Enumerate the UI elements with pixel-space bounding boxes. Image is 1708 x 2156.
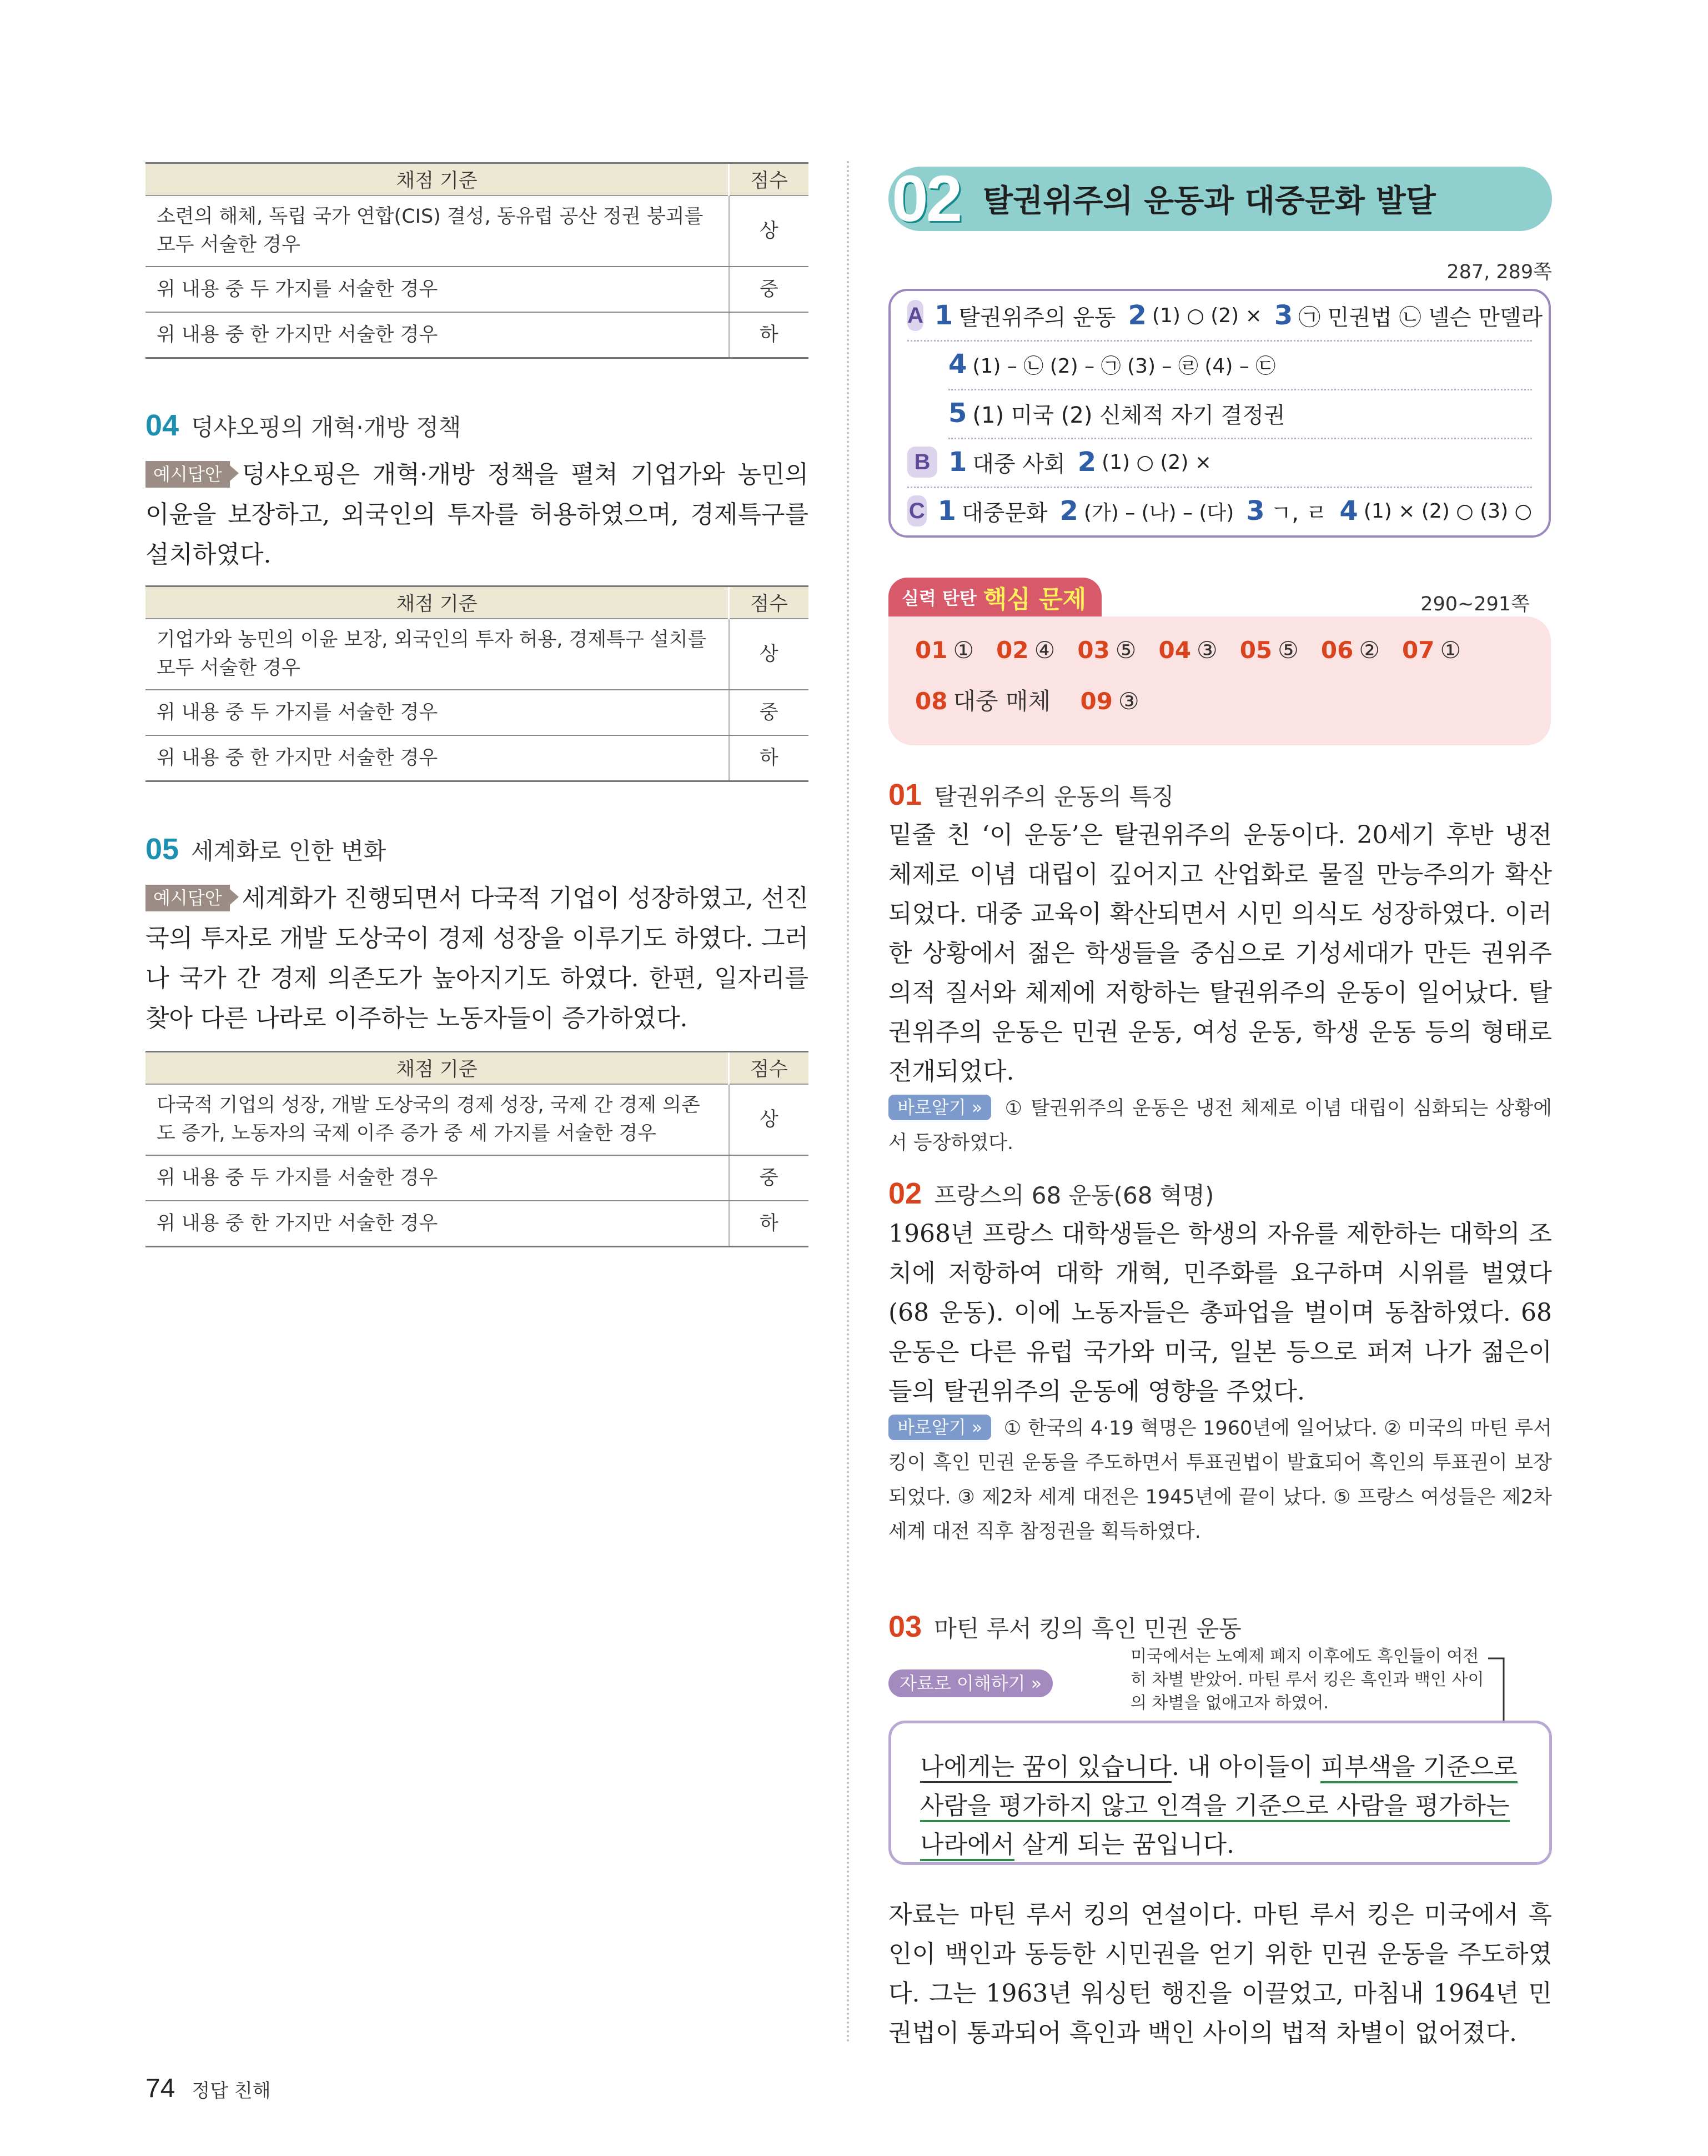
answer-row-a2: 4 (1) – ㉡ (2) – ㉠ (3) – ㉣ (4) – ㉢ xyxy=(948,340,1532,390)
explanation-02 xyxy=(888,1176,1552,1549)
example-answer: 예시답안 세계화가 진행되면서 다국적 기업이 성장하였고, 선진국의 투자로 개발 도상국이 경제 성장을 이루기도 하였다. 그러나 국가 간 경제 의존도가 높아지기도 하였다. 한편, 일자리를 찾아 다른 나라로 이주하는 노동자들이 증가하였다. xyxy=(145,884,808,1032)
table-row: 위 내용 중 한 가지만 서술한 경우 하 xyxy=(145,735,808,781)
explanation-text: 자료는 마틴 루서 킹의 연설이다. 마틴 루서 킹은 미국에서 흑인이 백인과 동등한 시민권을 얻기 위한 민권 운동을 주도하였다. 그는 1963년 워싱턴 행진을 이끌었고, 마침내 1964년 민권법이 통과되어 흑인과 백인 사이의 법적 차별이 없어졌다. xyxy=(888,1901,1552,2047)
speech-quote-box xyxy=(888,1721,1552,1865)
page-reference: 290~291쪽 xyxy=(1420,593,1530,615)
criteria-header: 채점 기준 xyxy=(145,586,729,619)
page-number: 74 xyxy=(145,2074,175,2103)
answer-row-a1: A 1 탈권위주의 운동 2 (1) ○ (2) × 3 ㉠ 민권법 ㉡ 넬슨 만델라 xyxy=(907,291,1532,342)
column-divider xyxy=(847,161,849,2044)
question-number: 02 xyxy=(888,1177,922,1210)
explanation-text: 1968년 프랑스 대학생들은 학생의 자유를 제한하는 대학의 조치에 저항하여 대학 개혁, 민주화를 요구하며 시위를 벌였다(68 운동). 이에 노동자들은 총파업을 벌이며 동참하였다. 68 운동은 다른 유럽 국가와 미국, 일본 등으로 퍼져 나가 젊은이들의 탈권위주의 운동에 영향을 주었다. xyxy=(888,1220,1552,1406)
question-title: 덩샤오핑의 개혁·개방 정책 xyxy=(191,414,461,441)
section-title: 탈권위주의 운동과 대중문화 발달 xyxy=(983,183,1436,219)
core-answers-box xyxy=(888,616,1551,745)
annotation-note: 미국에서는 노예제 폐지 이후에도 흑인들이 여전히 차별 받았어. 마틴 루서 킹은 흑인과 백인 사이의 차별을 없애고자 하였어. xyxy=(1131,1647,1484,1713)
question-title: 탈권위주의 운동의 특징 xyxy=(934,783,1174,810)
scoring-table-1 xyxy=(145,162,808,359)
scoring-table-3 xyxy=(145,1051,808,1247)
section-number: 02 xyxy=(892,162,961,235)
correction-tag: 바로알기 » xyxy=(888,1415,991,1440)
question-number: 01 xyxy=(888,778,922,811)
table-row: 기업가와 농민의 이윤 보장, 외국인의 투자 허용, 경제특구 설치를 모두 서술한 경우 상 xyxy=(145,619,808,690)
criteria-header: 채점 기준 xyxy=(145,1052,729,1085)
correction-note: 바로알기 » ① 한국의 4·19 혁명은 1960년에 일어났다. ② 미국의 마틴 루서 킹이 흑인 민권 운동을 주도하면서 투표권법이 발효되어 흑인의 투표권이 보장되었다. ③ 제2차 세계 대전은 1945년에 끝이 났다. ⑤ 프랑스 여성들은 제2차 세계 대전 직후 참정권을 획득하였다. xyxy=(888,1411,1552,1549)
section-banner xyxy=(888,162,1552,235)
table-row: 위 내용 중 두 가지를 서술한 경우 중 xyxy=(145,267,808,312)
table-row: 소련의 해체, 독립 국가 연합(CIS) 결성, 동유럽 공산 정권 붕괴를 모두 서술한 경우 상 xyxy=(145,195,808,267)
question-title: 세계화로 인한 변화 xyxy=(191,838,386,865)
question-number: 04 xyxy=(145,409,179,442)
question-number: 03 xyxy=(888,1610,922,1643)
scoring-table-2 xyxy=(145,585,808,782)
explanation-text: 밑줄 친 ‘이 운동’은 탈권위주의 운동이다. 20세기 후반 냉전 체제로 이념 대립이 깊어지고 산업화로 물질 만능주의가 확산되었다. 대중 교육이 확산되면서 시민 의식도 성장하였다. 이러한 상황에서 젊은 학생들을 중심으로 기성세대가 만든 권위주의적 질서와 체제에 저항하는 탈권위주의 운동이 일어났다. 탈권위주의 운동은 민권 운동, 여성 운동, 학생 운동 등의 형태로 전개되었다. xyxy=(888,821,1552,1086)
section-letter-b: B xyxy=(907,447,937,478)
answer-row-c: C 1 대중문화 2 (가) – (나) – (다) 3 ㄱ, ㄹ 4 (1) × (2) ○ (3) ○ xyxy=(907,487,1532,535)
question-05 xyxy=(145,832,808,1039)
example-answer-tag: 예시답안 xyxy=(145,885,230,911)
criteria-header: 채점 기준 xyxy=(145,163,729,196)
table-row: 위 내용 중 한 가지만 서술한 경우 하 xyxy=(145,1201,808,1247)
explanation-01 xyxy=(888,778,1552,1160)
section-letter-a: A xyxy=(907,300,923,331)
answer-key-box xyxy=(888,289,1551,538)
page-footer xyxy=(145,2073,271,2104)
score-header: 점수 xyxy=(729,1052,809,1085)
correction-note: 바로알기 » ① 탈권위주의 운동은 냉전 체제로 이념 대립이 심화되는 상황에서 등장하였다. xyxy=(888,1091,1552,1160)
explanation-03 xyxy=(888,1610,1552,1644)
core-answers-line-1: 01 ① 02 ④ 03 ⑤ 04 ③ 05 ⑤ 06 ② 07 ① xyxy=(915,636,1461,664)
answer-row-a3: 5 (1) 미국 (2) 신체적 자기 결정권 xyxy=(948,389,1532,439)
score-header: 점수 xyxy=(729,163,809,196)
example-answer: 예시답안 덩샤오핑은 개혁·개방 정책을 펼쳐 기업가와 농민의 이윤을 보장하고, 외국인의 투자를 허용하였으며, 경제특구를 설치하였다. xyxy=(145,460,808,569)
page-reference: 287, 289쪽 xyxy=(1446,261,1552,283)
table-row: 다국적 기업의 성장, 개발 도상국의 경제 성장, 국제 간 경제 의존도 증가, 노동자의 국제 이주 증가 중 세 가지를 서술한 경우 상 xyxy=(145,1084,808,1155)
answer-row-b: B 1 대중 사회 2 (1) ○ (2) × xyxy=(907,438,1532,488)
section-letter-c: C xyxy=(907,495,927,527)
footer-label: 정답 친해 xyxy=(192,2080,271,2102)
question-number: 05 xyxy=(145,833,179,866)
example-answer-tag: 예시답안 xyxy=(145,461,230,488)
question-title: 프랑스의 68 운동(68 혁명) xyxy=(934,1182,1214,1209)
correction-tag: 바로알기 » xyxy=(888,1095,991,1120)
score-header: 점수 xyxy=(729,586,809,619)
table-row: 위 내용 중 한 가지만 서술한 경우 하 xyxy=(145,312,808,358)
speech-quote: 나에게는 꿈이 있습니다. 내 아이들이 피부색을 기준으로 사람을 평가하지 않고 인격을 기준으로 사람을 평가하는 나라에서 살게 되는 꿈입니다. xyxy=(920,1748,1520,1864)
question-04 xyxy=(145,408,808,575)
core-problem-tag: 실력 탄탄 핵심 문제 xyxy=(888,578,1102,616)
table-row: 위 내용 중 두 가지를 서술한 경우 중 xyxy=(145,1155,808,1201)
table-row: 위 내용 중 두 가지를 서술한 경우 중 xyxy=(145,690,808,735)
question-title: 마틴 루서 킹의 흑인 민권 운동 xyxy=(934,1615,1242,1642)
data-understanding-tag: 자료로 이해하기 » xyxy=(888,1669,1053,1697)
core-answers-line-2: 08 대중 매체 09 ③ xyxy=(915,688,1139,715)
